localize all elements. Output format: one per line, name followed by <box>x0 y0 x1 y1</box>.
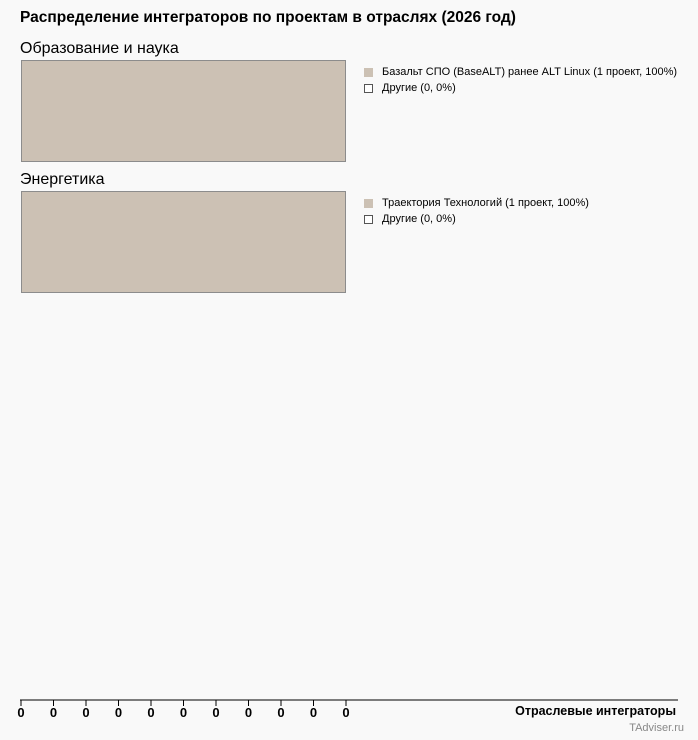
legend-education <box>364 64 677 96</box>
x-tick-label: 0 <box>212 705 220 720</box>
legend-label: Другие (0, 0%) <box>382 82 456 94</box>
legend-swatch <box>364 84 373 93</box>
legend-label: Траектория Технологий (1 проект, 100%) <box>382 197 589 209</box>
chart-title: Распределение интеграторов по проектам в отраслях (2026 год) <box>20 9 516 26</box>
x-tick-label: 0 <box>277 705 285 720</box>
x-tick-label: 0 <box>309 705 318 720</box>
legend-label: Другие (0, 0%) <box>382 213 456 225</box>
panel-title-education: Образование и наука <box>20 40 179 57</box>
legend-item <box>364 195 589 211</box>
legend-swatch <box>364 215 373 224</box>
x-tick-label: 0 <box>147 705 155 720</box>
legend-item <box>364 211 589 227</box>
panel-title-energy: Энергетика <box>20 171 105 188</box>
x-tick-label: 0 <box>342 705 350 720</box>
x-tick-label: 0 <box>114 705 123 720</box>
x-axis-label: Отраслевые интеграторы <box>515 704 676 718</box>
legend-energy <box>364 195 589 227</box>
legend-label: Базальт СПО (BaseALT) ранее ALT Linux (1 проект, 100%) <box>382 66 678 78</box>
footer-credit: TAdviser.ru <box>629 722 684 734</box>
legend-swatch <box>364 199 373 208</box>
x-tick-label: 0 <box>49 705 58 720</box>
legend-item <box>364 80 677 96</box>
x-tick-label: 0 <box>17 705 25 720</box>
legend-item <box>364 64 677 80</box>
bar-education-basealt <box>21 60 346 162</box>
bar-energy-trajectory <box>21 191 346 293</box>
x-tick-label: 0 <box>244 705 253 720</box>
x-tick-label: 0 <box>179 705 188 720</box>
legend-swatch <box>364 68 373 77</box>
x-tick-label: 0 <box>82 705 90 720</box>
